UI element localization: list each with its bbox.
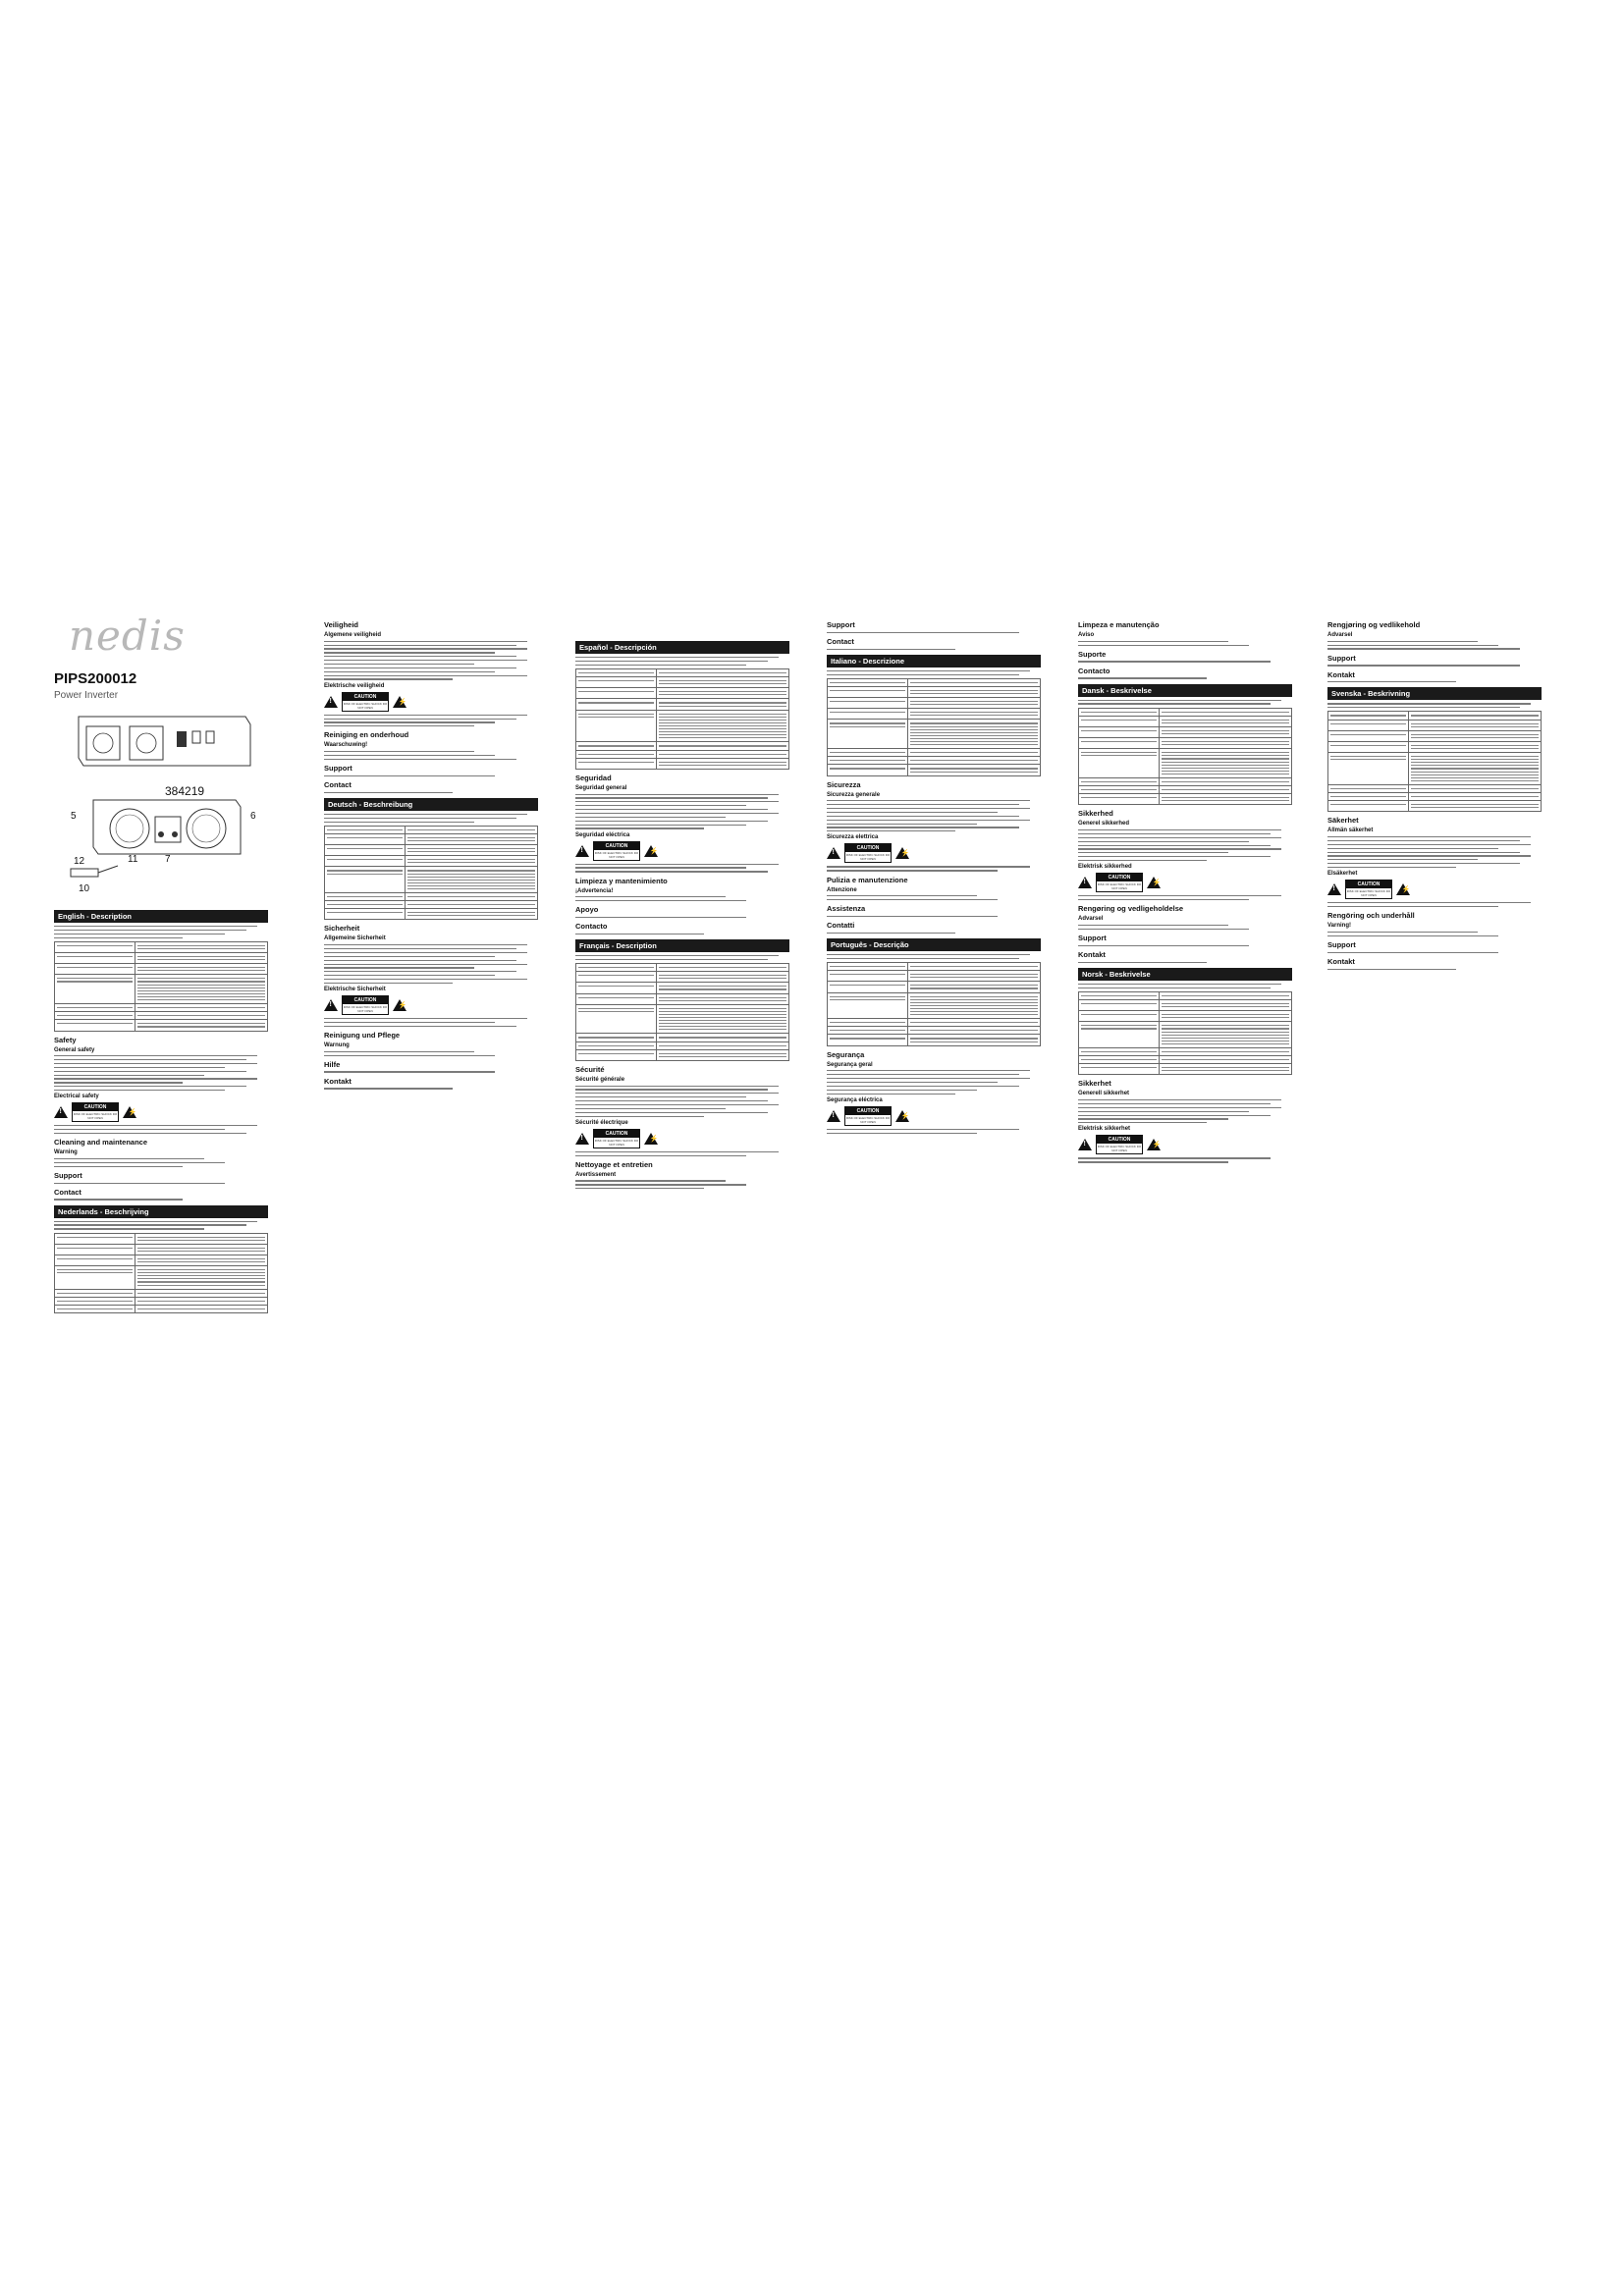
heading-warning-de: Warnung bbox=[324, 1042, 350, 1048]
heading-electrical-safety-sv: Elsäkerhet bbox=[1327, 871, 1358, 878]
spec-table-pt bbox=[827, 962, 1041, 1046]
heading-cleaning-de: Reinigung und Pflege bbox=[324, 1031, 401, 1040]
warning-triangle-icon: ! bbox=[827, 847, 840, 859]
heading-general-safety-de: Allgemeine Sicherheit bbox=[324, 935, 386, 942]
heading-support-es: Apoyo bbox=[575, 905, 599, 915]
spec-table-fr bbox=[575, 963, 789, 1061]
display-digits: 384219 bbox=[165, 784, 205, 798]
lightning-triangle-icon: ⚡ bbox=[644, 845, 658, 857]
heading-general-safety-en: General safety bbox=[54, 1046, 95, 1053]
heading-cleaning-fr: Nettoyage et entretien bbox=[575, 1159, 653, 1169]
caution-label-de: ! CAUTION RISK OF ELECTRIC SHOCK DO NOT OPEN ⚡ bbox=[324, 995, 538, 1015]
caution-label-pt: ! CAUTION RISK OF ELECTRIC SHOCK DO NOT OPEN ⚡ bbox=[827, 1106, 1041, 1126]
heading-electrical-safety-da: Elektrisk sikkerhed bbox=[1078, 864, 1132, 871]
section-bar-nl: Nederlands - Beschrijving bbox=[54, 1205, 268, 1218]
heading-contact-it: Contatti bbox=[827, 921, 855, 931]
heading-general-safety-sv: Allmän säkerhet bbox=[1327, 828, 1374, 834]
heading-general-safety-es: Seguridad general bbox=[575, 784, 627, 791]
warning-triangle-icon: ! bbox=[1327, 883, 1341, 895]
heading-cleaning-da: Rengøring og vedligeholdelse bbox=[1078, 904, 1184, 914]
heading-safety-nl: Veiligheid bbox=[324, 620, 359, 629]
heading-contact-es: Contacto bbox=[575, 922, 608, 932]
warning-triangle-icon: ! bbox=[575, 1133, 589, 1145]
brand-logo: nedis bbox=[69, 612, 186, 660]
caution-label-it: ! CAUTION RISK OF ELECTRIC SHOCK DO NOT OPEN ⚡ bbox=[827, 843, 1041, 863]
heading-support-de: Hilfe bbox=[324, 1059, 341, 1069]
heading-cleaning-nl: Reiniging en onderhoud bbox=[324, 730, 409, 740]
section-bar-da: Dansk - Beskrivelse bbox=[1078, 684, 1292, 697]
figure-label-5: 5 bbox=[71, 811, 77, 822]
heading-contact-pt: Contacto bbox=[1078, 666, 1110, 675]
figure-label-7: 7 bbox=[165, 854, 171, 865]
heading-support-pt: Suporte bbox=[1078, 649, 1107, 659]
heading-general-safety-pt: Segurança geral bbox=[827, 1061, 873, 1068]
lightning-triangle-icon: ⚡ bbox=[895, 847, 909, 859]
warning-triangle-icon: ! bbox=[324, 999, 338, 1011]
heading-warning-pt: Aviso bbox=[1078, 632, 1095, 638]
heading-cleaning-sv: Rengöring och underhåll bbox=[1327, 911, 1415, 921]
heading-electrical-safety-en: Electrical safety bbox=[54, 1094, 99, 1100]
heading-safety-es: Seguridad bbox=[575, 773, 612, 782]
heading-support-it: Assistenza bbox=[827, 904, 866, 914]
heading-warning-nl: Waarschuwing! bbox=[324, 742, 368, 749]
spec-table-en bbox=[54, 941, 268, 1032]
heading-warning-es: ¡Advertencia! bbox=[575, 887, 614, 894]
heading-cleaning-it: Pulizia e manutenzione bbox=[827, 875, 908, 884]
warning-triangle-icon: ! bbox=[575, 845, 589, 857]
section-bar-it: Italiano - Descrizione bbox=[827, 655, 1041, 667]
model-number: PIPS200012 bbox=[54, 670, 137, 687]
heading-support-en: Support bbox=[54, 1170, 82, 1180]
column-2 bbox=[324, 616, 538, 1093]
heading-electrical-safety-de: Elektrische Sicherheit bbox=[324, 987, 386, 993]
column-1 bbox=[54, 581, 268, 1316]
section-bar-fr: Français - Description bbox=[575, 939, 789, 952]
heading-electrical-safety-no: Elektrisk sikkerhet bbox=[1078, 1126, 1131, 1133]
figure-label-10: 10 bbox=[79, 883, 90, 893]
heading-support-no: Support bbox=[1327, 653, 1356, 663]
heading-safety-fr: Sécurité bbox=[575, 1064, 605, 1074]
lightning-triangle-icon: ⚡ bbox=[644, 1133, 658, 1145]
figure-label-11: 11 bbox=[128, 854, 138, 865]
caution-label-no: ! CAUTION RISK OF ELECTRIC SHOCK DO NOT OPEN ⚡ bbox=[1078, 1135, 1292, 1154]
lightning-triangle-icon: ⚡ bbox=[1396, 883, 1410, 895]
warning-triangle-icon: ! bbox=[324, 696, 338, 708]
heading-contact-da: Kontakt bbox=[1078, 949, 1106, 959]
figure-label-12: 12 bbox=[74, 856, 85, 867]
caution-label-da: ! CAUTION RISK OF ELECTRIC SHOCK DO NOT OPEN ⚡ bbox=[1078, 873, 1292, 892]
spec-table-no bbox=[1078, 991, 1292, 1076]
figure-label-6: 6 bbox=[250, 811, 256, 822]
column-6 bbox=[1327, 616, 1542, 973]
lightning-triangle-icon: ⚡ bbox=[123, 1106, 136, 1118]
heading-electrical-safety-es: Seguridad eléctrica bbox=[575, 831, 630, 838]
heading-safety-sv: Säkerhet bbox=[1327, 816, 1359, 826]
product-title: Power Inverter bbox=[54, 690, 119, 701]
heading-cleaning-no: Rengjøring og vedlikehold bbox=[1327, 620, 1421, 629]
warning-triangle-icon: ! bbox=[827, 1110, 840, 1122]
section-bar-de: Deutsch - Beschreibung bbox=[324, 798, 538, 811]
heading-electrical-safety-pt: Segurança eléctrica bbox=[827, 1096, 883, 1103]
warning-triangle-icon: ! bbox=[54, 1106, 68, 1118]
section-bar-es: Español - Descripción bbox=[575, 641, 789, 654]
caution-label-en: ! CAUTION RISK OF ELECTRIC SHOCK DO NOT OPEN ⚡ bbox=[54, 1102, 268, 1122]
heading-general-safety-nl: Algemene veiligheid bbox=[324, 632, 382, 638]
caution-label-nl: ! CAUTION RISK OF ELECTRIC SHOCK DO NOT OPEN ⚡ bbox=[324, 692, 538, 712]
section-bar-pt: Português - Descrição bbox=[827, 938, 1041, 951]
lightning-triangle-icon: ⚡ bbox=[393, 999, 406, 1011]
heading-safety-da: Sikkerhed bbox=[1078, 809, 1113, 819]
heading-warning-no: Advarsel bbox=[1327, 632, 1353, 638]
caution-label-fr: ! CAUTION RISK OF ELECTRIC SHOCK DO NOT OPEN ⚡ bbox=[575, 1129, 789, 1148]
heading-general-safety-it: Sicurezza generale bbox=[827, 791, 881, 798]
section-bar-no: Norsk - Beskrivelse bbox=[1078, 968, 1292, 981]
heading-warning-it: Attenzione bbox=[827, 886, 857, 893]
heading-safety-it: Sicurezza bbox=[827, 779, 861, 789]
column-5 bbox=[1078, 616, 1292, 1166]
heading-contact-fr: Contact bbox=[827, 636, 854, 646]
heading-contact-de: Kontakt bbox=[324, 1076, 352, 1086]
heading-warning-sv: Varning! bbox=[1327, 923, 1352, 930]
warning-triangle-icon: ! bbox=[1078, 1139, 1092, 1150]
lightning-triangle-icon: ⚡ bbox=[895, 1110, 909, 1122]
heading-electrical-safety-fr: Sécurité électrique bbox=[575, 1119, 628, 1126]
heading-support-sv: Support bbox=[1327, 940, 1356, 949]
heading-contact-en: Contact bbox=[54, 1187, 81, 1197]
lightning-triangle-icon: ⚡ bbox=[393, 696, 406, 708]
heading-safety-de: Sicherheit bbox=[324, 924, 360, 934]
column-3 bbox=[575, 636, 789, 1192]
heading-cleaning-pt: Limpeza e manutenção bbox=[1078, 620, 1160, 629]
section-bar-en: English - Description bbox=[54, 910, 268, 923]
heading-contact-sv: Kontakt bbox=[1327, 956, 1355, 966]
heading-general-safety-da: Generel sikkerhed bbox=[1078, 821, 1130, 828]
lightning-triangle-icon: ⚡ bbox=[1147, 1139, 1161, 1150]
heading-contact-nl: Contact bbox=[324, 779, 352, 789]
heading-warning-da: Advarsel bbox=[1078, 916, 1104, 923]
heading-cleaning-es: Limpieza y mantenimiento bbox=[575, 876, 668, 885]
lightning-triangle-icon: ⚡ bbox=[1147, 877, 1161, 888]
spec-table-it bbox=[827, 678, 1041, 776]
caution-label-sv: ! CAUTION RISK OF ELECTRIC SHOCK DO NOT OPEN ⚡ bbox=[1327, 880, 1542, 899]
spec-table-es bbox=[575, 668, 789, 770]
column-4 bbox=[827, 616, 1041, 1137]
spec-table-sv bbox=[1327, 711, 1542, 812]
heading-general-safety-fr: Sécurité générale bbox=[575, 1076, 625, 1083]
spec-table-nl bbox=[54, 1233, 268, 1313]
heading-support-da: Support bbox=[1078, 934, 1107, 943]
heading-warning-fr: Avertissement bbox=[575, 1171, 617, 1178]
section-bar-sv: Svenska - Beskrivning bbox=[1327, 687, 1542, 700]
caution-label-es: ! CAUTION RISK OF ELECTRIC SHOCK DO NOT OPEN ⚡ bbox=[575, 841, 789, 861]
heading-cleaning-en: Cleaning and maintenance bbox=[54, 1138, 148, 1148]
warning-triangle-icon: ! bbox=[1078, 877, 1092, 888]
heading-electrical-safety-nl: Elektrische veiligheid bbox=[324, 682, 385, 689]
heading-warning-en: Warning bbox=[54, 1149, 78, 1156]
heading-electrical-safety-it: Sicurezza elettrica bbox=[827, 834, 879, 841]
heading-support-nl: Support bbox=[324, 764, 352, 774]
spec-table-da bbox=[1078, 708, 1292, 806]
heading-contact-no: Kontakt bbox=[1327, 669, 1355, 679]
heading-safety-en: Safety bbox=[54, 1035, 77, 1044]
heading-safety-pt: Segurança bbox=[827, 1049, 865, 1059]
heading-general-safety-no: Generell sikkerhet bbox=[1078, 1091, 1130, 1097]
spec-table-de bbox=[324, 826, 538, 921]
heading-support-fr: Support bbox=[827, 620, 855, 629]
heading-safety-no: Sikkerhet bbox=[1078, 1079, 1111, 1089]
